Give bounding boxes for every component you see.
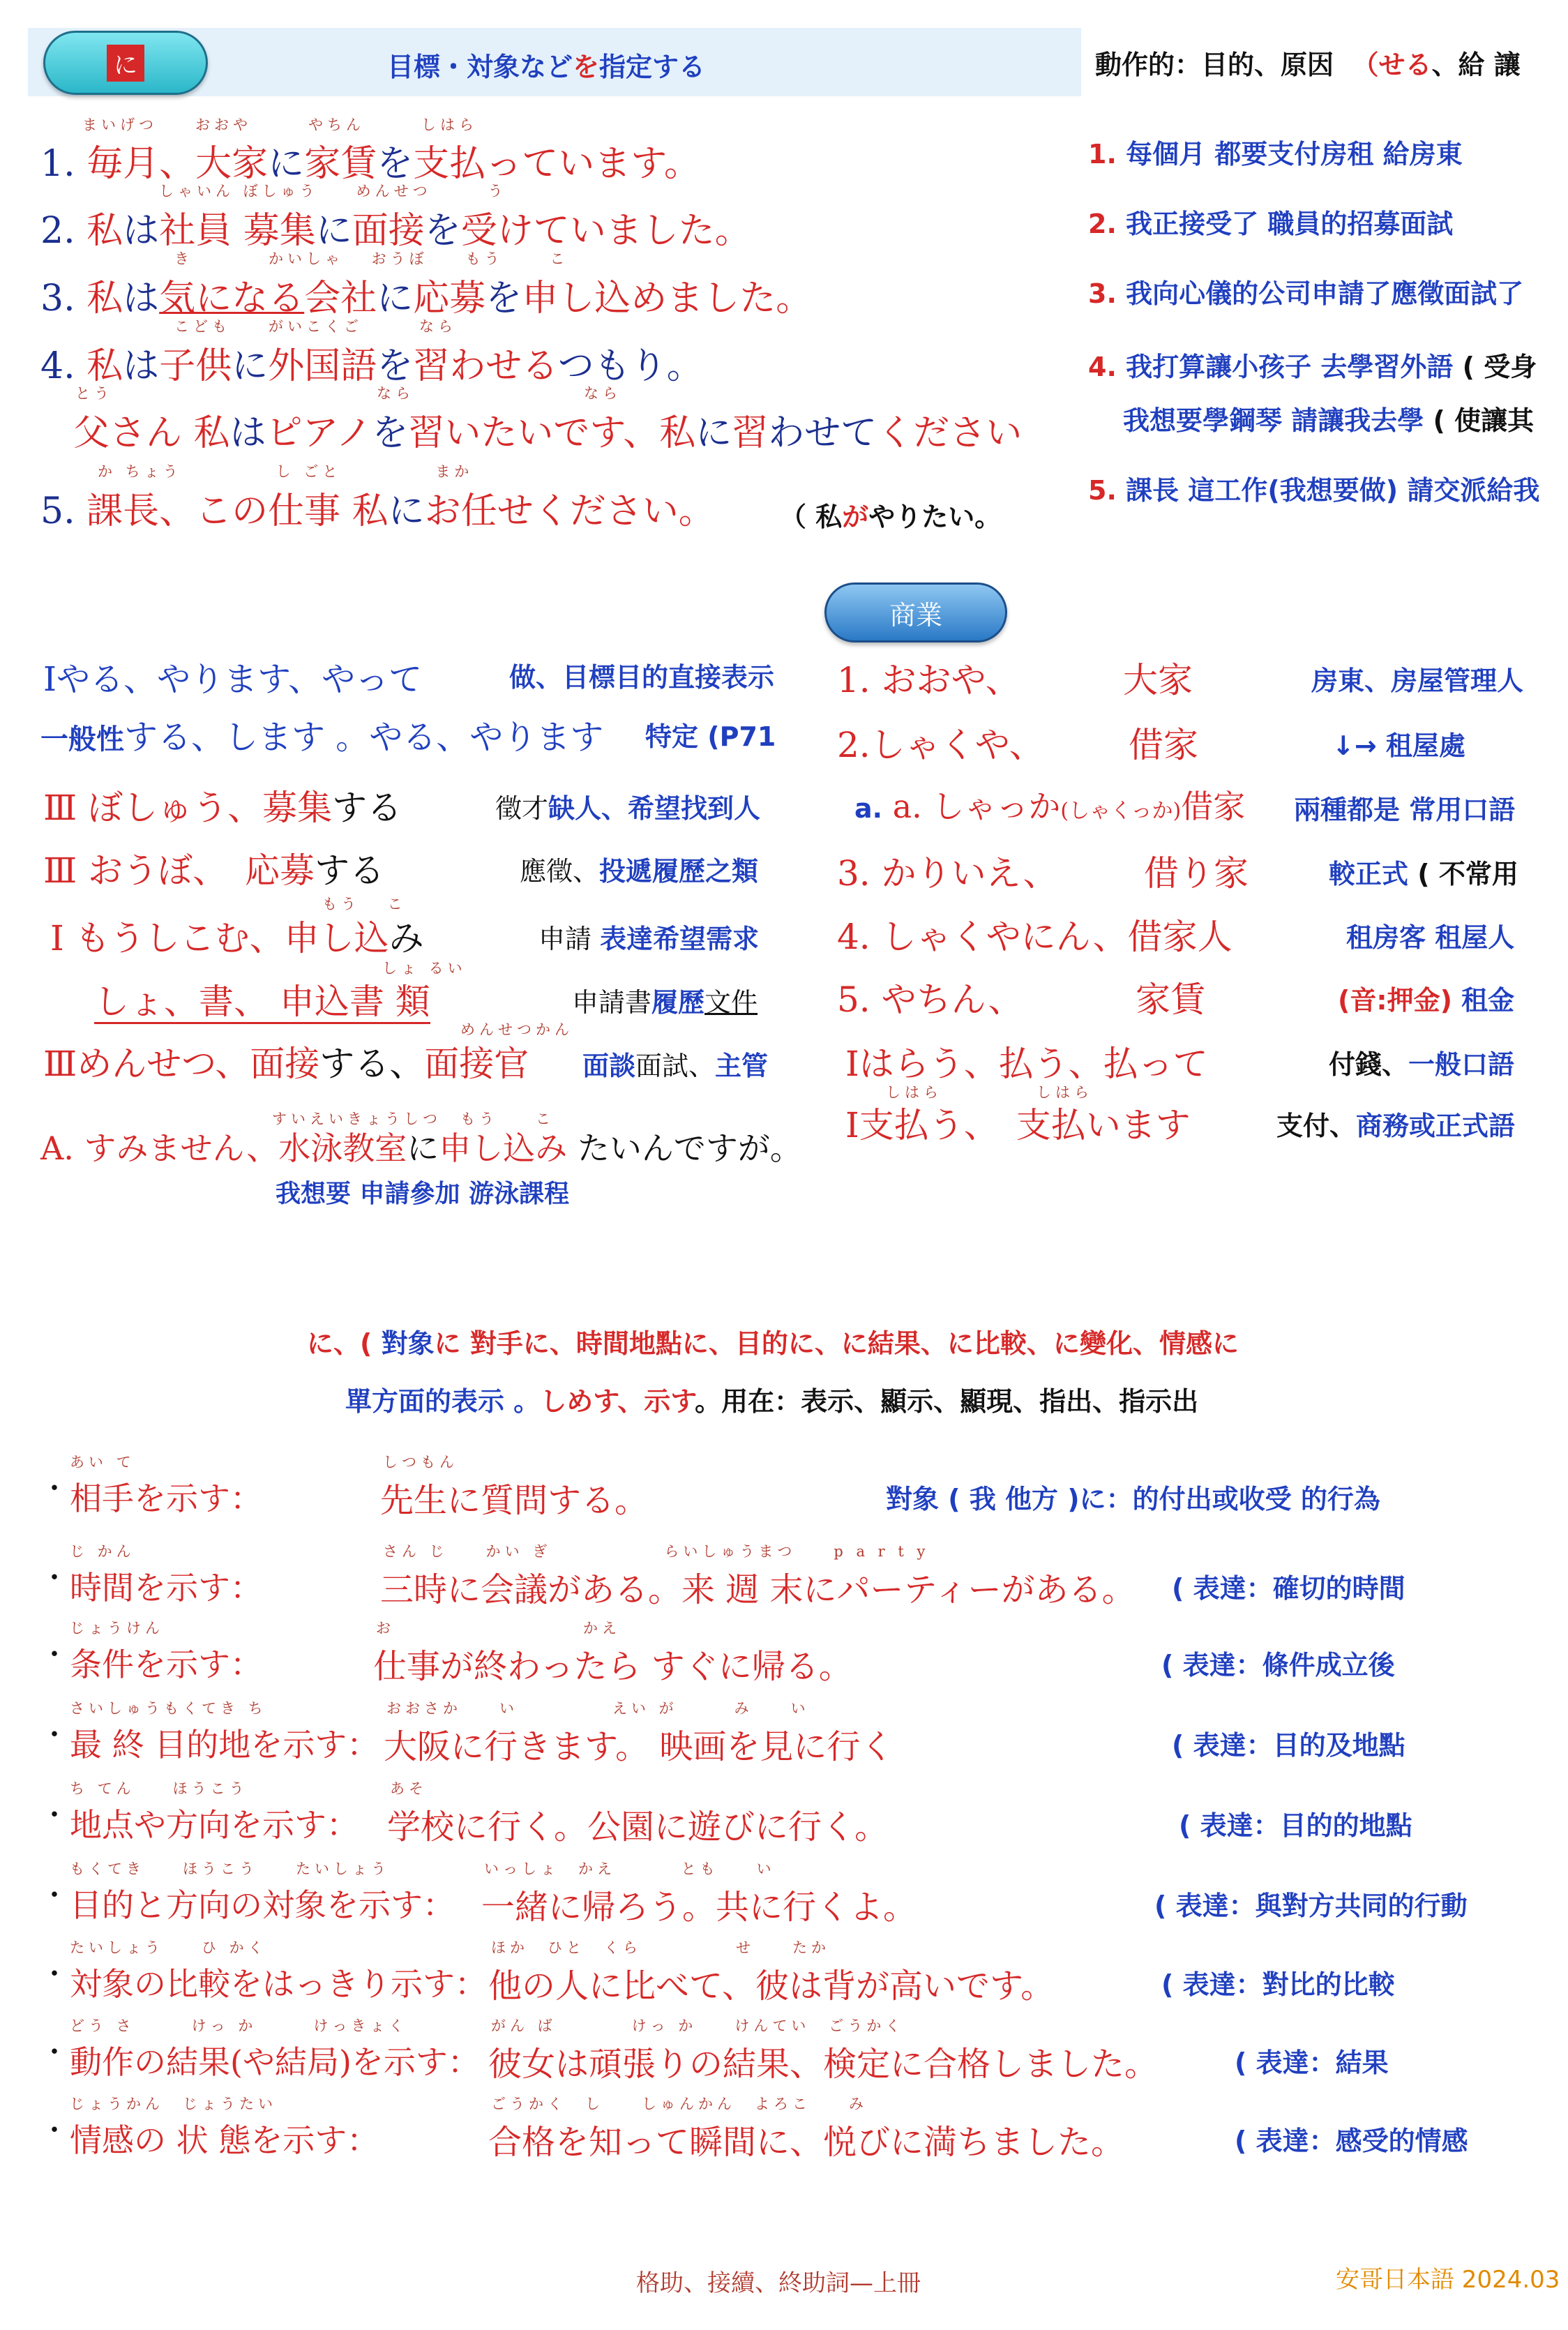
furigana-line: とう なら なら	[75, 385, 621, 402]
usage-furigana: もくてき ほうこう たいしょう	[70, 1861, 390, 1877]
business-badge	[824, 582, 1007, 642]
sentence-3: 3. 私は気になる会社に応募を申し込めました。	[40, 278, 813, 320]
furigana-line: しょ るい	[382, 960, 467, 977]
usage-furigana: あい て	[70, 1454, 135, 1471]
bullet-dot: ・	[40, 1799, 68, 1831]
sentence-1: 1. 毎月、大家に家賃を支払っています。	[40, 143, 701, 185]
right-vocab-note: 較正式 ( 不常用	[1329, 859, 1518, 889]
left-vocab-row: Ⅲめんせつ、面接する、面接官	[43, 1044, 529, 1084]
footer-right: 安哥日本語 2024.03	[1336, 2266, 1560, 2294]
left-vocab-note: 面談面試、主管	[582, 1051, 769, 1081]
usage-note: 對象 ( 我 他方 )に：的付出或收受 的行為	[886, 1484, 1380, 1514]
bullet-dot: ・	[40, 2114, 68, 2147]
left-vocab-note: 徵才缺人、希望找到人	[495, 793, 761, 824]
usage-example: 三時に会議がある。来 週 末にパーティーがある。	[380, 1570, 1136, 1609]
left-vocab-note: 申請書履歷文件	[572, 987, 758, 1018]
usage-furigana: じょうけん	[70, 1620, 164, 1637]
left-vocab-note: 申請 表達希望需求	[538, 924, 760, 954]
right-vocab-kanji: 家賃	[1136, 979, 1205, 1020]
furigana-line: き かいしゃ おうぼ もう こ	[174, 250, 569, 267]
bullet-dot: ・	[40, 1879, 68, 1911]
usage-example-furigana: ごうかく し しゅんかん よろこ み	[491, 2096, 868, 2112]
left-vocab-note: 應徵、投遞履歷之類	[520, 856, 759, 887]
sentence-4: 4. 私は子供に外国語を習わせるつもり。	[40, 345, 703, 387]
left-vocab-row: Ⅲ ぼしゅう、募集する	[43, 788, 402, 828]
right-vocab-row: a. a. しゃっか(しゃくっか)借家	[854, 788, 1246, 825]
translation-2: 2. 我正接受了 職員的招募面試	[1088, 209, 1454, 239]
translation-1: 1. 每個月 都要支付房租 給房東	[1088, 139, 1463, 170]
sentence-4b: 父さん 私はピアノを習いたいです、私に習わせてください	[73, 412, 1023, 454]
left-vocab-note: 特定 (P71	[645, 721, 776, 752]
footer-center: 格助、接續、終助詞—上冊	[636, 2269, 921, 2297]
furigana-line: めんせつかん	[460, 1021, 573, 1038]
right-vocab-row: 5. やちん、	[837, 979, 1023, 1020]
left-vocab-row: 一般性する、します 。やる、やります	[40, 718, 604, 757]
left-vocab-note: 做、目標目的直接表示	[509, 662, 775, 693]
usage-example: 大阪に行きます。 映画を見に行く	[384, 1727, 894, 1766]
right-vocab-note: 租房客 租屋人	[1346, 922, 1515, 953]
usage-note: ( 表達：對比的比較	[1161, 1969, 1395, 2000]
usage-example-furigana: おおさか い えい が み い	[386, 1700, 810, 1717]
left-vocab-row: A. すみません、水泳教室に申し込み たいんですが。	[40, 1129, 802, 1167]
usage-label: 最 終 目的地を示す：	[70, 1726, 379, 1764]
bullet-dot: ・	[40, 1958, 68, 1990]
usage-example-furigana: ほか ひと くら せ たか	[491, 1939, 830, 1956]
sentence-2: 2. 私は社員 募集に面接を受けていました。	[40, 210, 751, 252]
furigana-line: こども がいこくご なら	[174, 318, 457, 335]
right-vocab-note: ↓→ 租屋處	[1332, 730, 1465, 761]
usage-note: ( 表達：與對方共同的行動	[1154, 1891, 1468, 1921]
usage-label: 目的と方向の対象を示す：	[70, 1886, 455, 1924]
business-badge-label: 商業	[889, 599, 942, 631]
summary-line-1: に、( 對象に 對手に、時間地點に、目的に、に結果、に比較、に變化、情感に	[307, 1328, 1239, 1359]
bullet-dot: ・	[40, 2036, 68, 2068]
usage-example: 一緒に帰ろう。共に行くよ。	[481, 1888, 917, 1927]
usage-label: 地点や方向を示す：	[70, 1806, 359, 1844]
furigana-line: まいげつ おおや やちん しはら	[82, 116, 478, 133]
usage-note: ( 表達：確切的時間	[1172, 1573, 1405, 1604]
usage-note: ( 表達：條件成立後	[1161, 1650, 1395, 1681]
right-vocab-row: 4. しゃくやにん、借家人	[837, 917, 1232, 957]
translation-4b: 我想要學鋼琴 請讓我去學 ( 使讓其	[1123, 405, 1535, 436]
usage-furigana: じょうかん じょうたい	[70, 2096, 277, 2112]
right-vocab-row: 3. かりいえ、	[837, 853, 1058, 894]
bullet-dot: ・	[40, 1562, 68, 1594]
bullet-dot: ・	[40, 1719, 68, 1751]
usage-label: 情感の 状 態を示す：	[70, 2121, 379, 2159]
left-vocab-translation: 我想要 申請參加 游泳課程	[276, 1180, 570, 1208]
right-vocab-note: (音:押金) 租金	[1338, 985, 1515, 1016]
header-badge-label: に	[107, 45, 144, 82]
right-vocab-note: 支付、商務或正式語	[1276, 1111, 1516, 1141]
right-vocab-note: 兩種都是 常用口語	[1294, 795, 1516, 825]
translation-5: 5. 課長 這工作(我想要做) 請交派給我	[1088, 475, 1540, 506]
usage-example: 仕事が終わったら すぐに帰る。	[373, 1647, 852, 1686]
usage-note: ( 表達：目的的地點	[1179, 1810, 1412, 1841]
left-vocab-row: Ⅰ もうしこむ、申し込み	[50, 918, 424, 959]
bullet-dot: ・	[40, 1639, 68, 1671]
usage-label: 時間を示す：	[70, 1569, 262, 1607]
furigana-line: しゃいん ぼしゅう めんせつ う	[159, 183, 507, 200]
sentence-5-note: （ 私がやりたい。	[780, 502, 1002, 532]
left-vocab-row: Ⅲ おうぼ、 応募する	[43, 850, 385, 891]
bullet-dot: ・	[40, 1473, 68, 1505]
usage-example: 合格を知って瞬間に、悦びに満ちました。	[488, 2123, 1125, 2162]
usage-example-furigana: しつもん	[383, 1454, 458, 1471]
furigana-line: すいえいきょうしつ もう こ	[272, 1111, 555, 1127]
usage-example-furigana: さん じ かい ぎ らいしゅうまつ p a r t y	[383, 1543, 930, 1560]
usage-label: 対象の比較をはっきり示す：	[70, 1965, 487, 2003]
usage-example-furigana: お かえ	[376, 1620, 621, 1637]
usage-example-furigana: あそ	[390, 1780, 428, 1797]
right-vocab-kanji: 借り家	[1144, 853, 1249, 894]
translation-3: 3. 我向心儀的公司申請了應徵面試了	[1088, 278, 1524, 309]
left-vocab-row: しょ、書、 申込書 類	[94, 974, 430, 1024]
right-vocab-kanji: 借家	[1129, 725, 1198, 765]
usage-example: 他の人に比べて、彼は背が高いです。	[488, 1967, 1055, 2006]
header-right-label: 動作的：目的、原因 （せる、給 讓	[1095, 50, 1521, 80]
right-vocab-row: Ⅰはらう、払う、払って	[845, 1044, 1208, 1084]
left-vocab-row: Ⅰやる、やります、やって	[43, 660, 423, 699]
header-title: 目標・対象などを指定する	[387, 52, 706, 82]
right-vocab-row: 1. おおや、	[837, 660, 1020, 700]
right-vocab-row: Ⅰ支払う、 支払います	[845, 1105, 1191, 1145]
usage-example: 学校に行く。公園に遊びに行く。	[387, 1807, 889, 1847]
right-vocab-note: 房東、房屋管理人	[1311, 666, 1524, 696]
usage-example-furigana: いっしょ かえ とも い	[484, 1861, 776, 1877]
usage-label: 相手を示す：	[70, 1480, 262, 1517]
furigana-line: しはら しはら	[886, 1084, 1093, 1101]
header-badge	[43, 31, 208, 95]
right-vocab-kanji: 大家	[1123, 660, 1193, 700]
usage-note: ( 表達：目的及地點	[1172, 1730, 1405, 1761]
usage-example: 彼女は頑張りの結果、検定に合格しました。	[488, 2045, 1159, 2084]
usage-furigana: ち てん ほうこう	[70, 1780, 248, 1797]
furigana-line: もう こ	[322, 896, 407, 912]
right-vocab-row: 2.しゃくや、	[837, 725, 1044, 765]
usage-example-furigana: がん ば けっ か けんてい ごうかく	[491, 2017, 905, 2034]
usage-furigana: じ かん	[70, 1543, 135, 1560]
right-vocab-note: 付錢、一般口語	[1329, 1049, 1515, 1080]
summary-line-2: 單方面的表示 。しめす、示す。用在：表示、顯示、顯現、指出、指示出	[345, 1386, 1199, 1417]
furigana-line: か ちょう し ごと まか	[98, 463, 474, 480]
usage-note: ( 表達：結果	[1235, 2047, 1389, 2078]
usage-furigana: さいしゅうもくてき ち	[70, 1700, 267, 1717]
usage-note: ( 表達：感受的情感	[1235, 2126, 1468, 2156]
usage-label: 条件を示す：	[70, 1646, 262, 1683]
usage-example: 先生に質問する。	[380, 1481, 649, 1520]
usage-label: 動作の結果(や結局)を示す：	[70, 2043, 480, 2081]
usage-furigana: どう さ けっ か けっきょく	[70, 2017, 408, 2034]
sentence-5: 5. 課長、この仕事 私にお任せください。	[40, 490, 715, 532]
translation-4: 4. 我打算讓小孩子 去學習外語 ( 受身	[1088, 352, 1537, 382]
usage-furigana: たいしょう ひ かく	[70, 1939, 267, 1956]
